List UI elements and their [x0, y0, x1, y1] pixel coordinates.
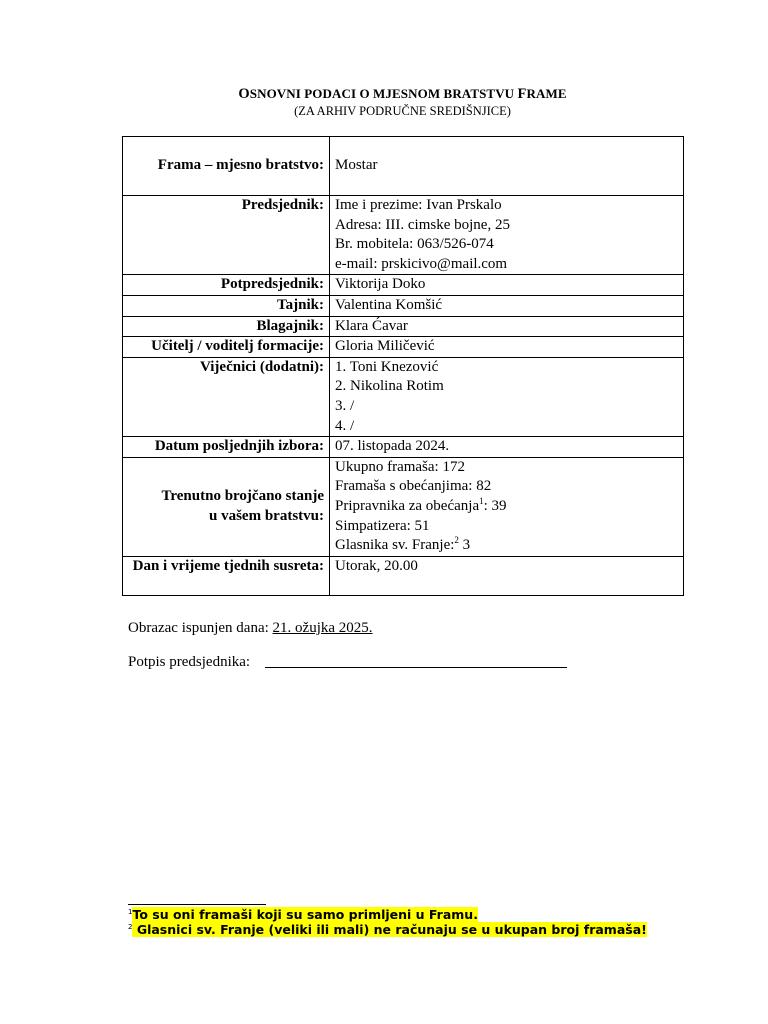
value-izbori: 07. listopada 2024. — [330, 437, 684, 458]
value-predsjednik — [330, 196, 684, 275]
row-vijecnici — [123, 357, 684, 436]
row-izbori — [123, 437, 684, 458]
stanje-obecanja: Framaša s obećanjima: 82 — [335, 478, 492, 495]
row-bratstvo — [123, 137, 684, 196]
predsjednik-mobitel: Br. mobitela: 063/526-074 — [335, 236, 494, 253]
predsjednik-adresa: Adresa: III. cimske bojne, 25 — [335, 216, 510, 233]
info-table — [122, 136, 684, 596]
predsjednik-ime: Ime i prezime: Ivan Prskalo — [335, 197, 502, 213]
stanje-simpatizera: Simpatizera: 51 — [335, 517, 430, 534]
vijecnik-item: 3. / — [335, 397, 355, 414]
label-predsjednik: Predsjednik: — [123, 196, 330, 275]
label-stanje-line2: u vašem bratstvu: — [209, 507, 324, 524]
value-bratstvo: Mostar — [330, 137, 684, 196]
label-potpredsjednik: Potpredsjednik: — [123, 275, 330, 296]
label-blagajnik: Blagajnik: — [123, 316, 330, 337]
row-tajnik — [123, 295, 684, 316]
vijecnik-item: 2. Nikolina Rotim — [335, 378, 444, 395]
value-vijecnici — [330, 357, 684, 436]
predsjednik-email: e-mail: prskicivo@mail.com — [335, 255, 508, 272]
document-subtitle: (ZA ARHIV PODRUČNE SREDIŠNJICE) — [294, 104, 511, 118]
label-vijecnici: Viječnici (dodatni): — [123, 357, 330, 436]
footnote-ref-2: 2 — [454, 535, 459, 546]
value-tajnik: Valentina Komšić — [330, 295, 684, 316]
stanje-glasnika: Glasnika sv. Franje:$^2$ 3 — [335, 535, 471, 554]
stanje-pripravnika: Pripravnika za obećanja$^1$: 39 — [335, 495, 507, 514]
value-potpredsjednik: Viktorija Doko — [330, 275, 684, 296]
filled-date-line: Obrazac ispunjen dana: 21. ožujka 2025. — [128, 620, 373, 636]
row-blagajnik — [123, 316, 684, 337]
filled-date: 21. ožujka 2025. — [272, 620, 373, 636]
row-stanje — [123, 457, 684, 556]
value-susret: Utorak, 20.00 — [330, 556, 684, 595]
label-ucitelj: Učitelj / voditelj formacije: — [123, 337, 330, 358]
footnote-2: $^2$ Glasnici sv. Franje (veliki ili mali) ne računaju se u ukupan broj framaša! — [128, 922, 647, 937]
label-stanje — [123, 457, 330, 556]
signature-label: Potpis predsjednika: — [128, 654, 251, 670]
row-predsjednik — [123, 196, 684, 275]
row-susret — [123, 556, 684, 595]
label-stanje-line1: Trenutno brojčano stanje — [161, 488, 324, 505]
value-ucitelj: Gloria Miličević — [330, 337, 684, 358]
footnote-ref-1: 1 — [479, 495, 484, 506]
stanje-ukupno: Ukupno framaša: 172 — [335, 458, 465, 475]
label-tajnik: Tajnik: — [123, 295, 330, 316]
value-blagajnik: Klara Ćavar — [330, 316, 684, 337]
label-susret: Dan i vrijeme tjednih susreta: — [123, 556, 330, 595]
value-stanje — [330, 457, 684, 556]
footnote-separator — [128, 904, 266, 905]
vijecnik-item: 1. Toni Knezović — [335, 358, 439, 375]
label-bratstvo: Frama – mjesno bratstvo: — [123, 137, 330, 196]
row-ucitelj — [123, 337, 684, 358]
footnote-1: $^1$To su oni framaši koji su samo primljeni u Framu. — [128, 907, 478, 922]
signature-line — [265, 667, 567, 668]
document-title: OSNOVNI PODACI O MJESNOM BRATSTVU FRAME — [238, 86, 567, 102]
vijecnik-item: 4. / — [335, 417, 355, 434]
label-izbori: Datum posljednjih izbora: — [123, 437, 330, 458]
row-potpredsjednik — [123, 275, 684, 296]
